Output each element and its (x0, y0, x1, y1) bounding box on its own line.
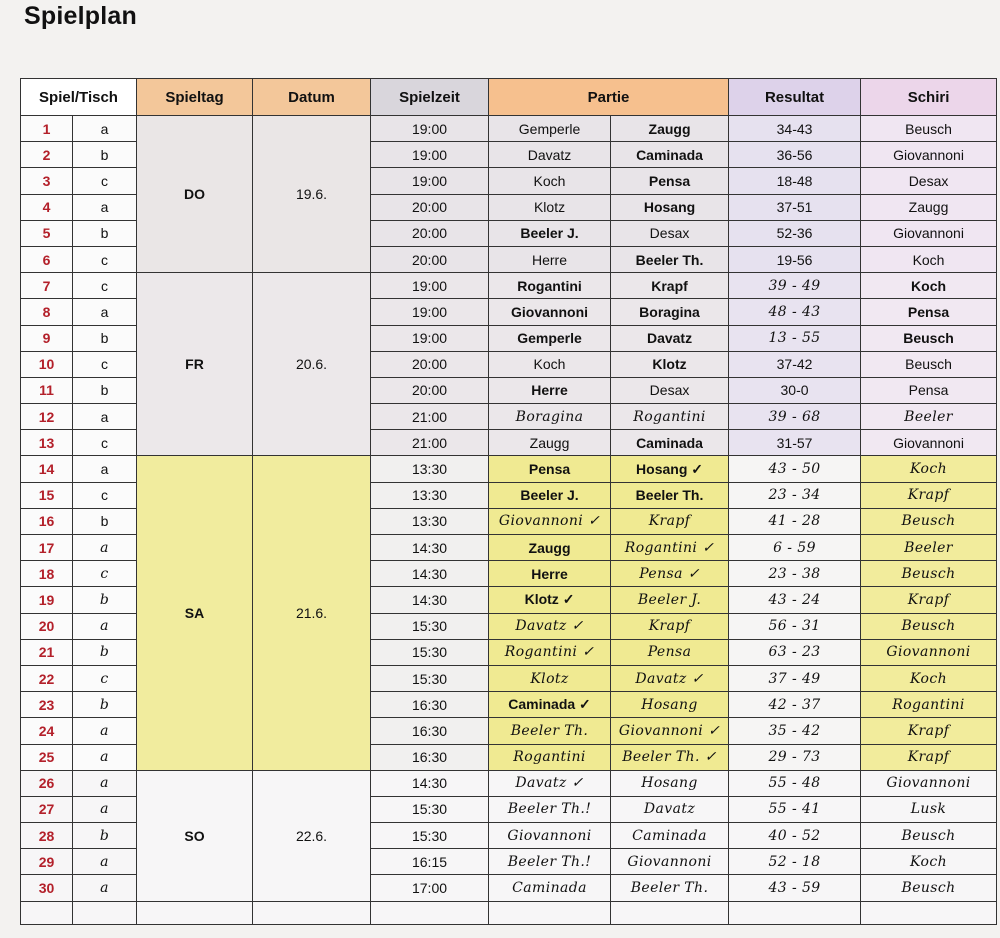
referee: Giovannoni (861, 220, 997, 246)
schedule-sheet (16, 70, 998, 930)
referee: Rogantini (861, 692, 997, 718)
game-number: 16 (21, 508, 73, 534)
referee: Beusch (861, 325, 997, 351)
referee: Beusch (861, 613, 997, 639)
result: 55 - 41 (729, 796, 861, 822)
game-time: 20:00 (371, 246, 489, 272)
game-time: 15:30 (371, 823, 489, 849)
table-row (21, 456, 997, 482)
result: 29 - 73 (729, 744, 861, 770)
player-1: Zaugg (489, 430, 611, 456)
referee: Koch (861, 849, 997, 875)
header-result: Resultat (729, 79, 861, 116)
player-1: Davatz ✓ (489, 770, 611, 796)
player-1: Herre (489, 377, 611, 403)
game-number: 12 (21, 404, 73, 430)
header-time: Spielzeit (371, 79, 489, 116)
game-time: 21:00 (371, 404, 489, 430)
table-letter: a (73, 613, 137, 639)
player-1: Giovannoni (489, 299, 611, 325)
player-1: Beeler Th. (489, 718, 611, 744)
referee: Lusk (861, 796, 997, 822)
game-number: 30 (21, 875, 73, 901)
player-1: Gemperle (489, 116, 611, 142)
match-date: 22.6. (253, 770, 371, 901)
game-time: 13:30 (371, 482, 489, 508)
table-letter: b (73, 692, 137, 718)
header-day: Spieltag (137, 79, 253, 116)
player-1: Beeler Th.! (489, 796, 611, 822)
result: 48 - 43 (729, 299, 861, 325)
game-time: 13:30 (371, 456, 489, 482)
schedule-table (20, 78, 997, 925)
player-2: Pensa ✓ (611, 561, 729, 587)
player-2: Klotz (611, 351, 729, 377)
page-title: Spielplan (24, 2, 137, 30)
table-letter: a (73, 770, 137, 796)
table-letter: c (73, 482, 137, 508)
game-time: 14:30 (371, 535, 489, 561)
game-time: 14:30 (371, 770, 489, 796)
game-number: 14 (21, 456, 73, 482)
table-letter: b (73, 142, 137, 168)
referee: Pensa (861, 377, 997, 403)
empty-cell (729, 901, 861, 924)
referee: Krapf (861, 482, 997, 508)
table-letter: c (73, 561, 137, 587)
game-number: 18 (21, 561, 73, 587)
referee: Giovannoni (861, 770, 997, 796)
match-date: 20.6. (253, 273, 371, 456)
referee: Koch (861, 456, 997, 482)
game-time: 15:30 (371, 796, 489, 822)
player-2: Giovannoni (611, 849, 729, 875)
header-referee: Schiri (861, 79, 997, 116)
referee: Beusch (861, 351, 997, 377)
table-letter: a (73, 194, 137, 220)
game-number: 21 (21, 639, 73, 665)
result: 39 - 68 (729, 404, 861, 430)
table-row (21, 273, 997, 299)
table-letter: a (73, 744, 137, 770)
empty-cell (861, 901, 997, 924)
player-2: Caminada (611, 142, 729, 168)
player-2: Hosang (611, 194, 729, 220)
player-2: Beeler Th. (611, 482, 729, 508)
player-2: Hosang ✓ (611, 456, 729, 482)
empty-cell (371, 901, 489, 924)
game-time: 16:30 (371, 692, 489, 718)
referee: Krapf (861, 587, 997, 613)
match-day: SO (137, 770, 253, 901)
player-1: Herre (489, 246, 611, 272)
player-2: Hosang (611, 770, 729, 796)
match-day: FR (137, 273, 253, 456)
table-row (21, 770, 997, 796)
game-number: 10 (21, 351, 73, 377)
player-1: Rogantini (489, 744, 611, 770)
referee: Beeler (861, 535, 997, 561)
referee: Giovannoni (861, 639, 997, 665)
player-1: Giovannoni (489, 823, 611, 849)
empty-cell (611, 901, 729, 924)
table-letter: c (73, 273, 137, 299)
player-2: Rogantini (611, 404, 729, 430)
referee: Koch (861, 273, 997, 299)
empty-cell (253, 901, 371, 924)
result: 56 - 31 (729, 613, 861, 639)
schedule-body (21, 116, 997, 925)
table-letter: a (73, 456, 137, 482)
result: 19-56 (729, 246, 861, 272)
game-number: 20 (21, 613, 73, 639)
table-letter: b (73, 639, 137, 665)
referee: Krapf (861, 718, 997, 744)
table-letter: b (73, 823, 137, 849)
result: 23 - 38 (729, 561, 861, 587)
table-row (21, 116, 997, 142)
match-day: DO (137, 116, 253, 273)
match-day: SA (137, 456, 253, 770)
game-time: 17:00 (371, 875, 489, 901)
table-letter: b (73, 587, 137, 613)
game-time: 21:00 (371, 430, 489, 456)
empty-cell (489, 901, 611, 924)
game-number: 22 (21, 665, 73, 691)
player-2: Beeler Th. (611, 875, 729, 901)
player-1: Gemperle (489, 325, 611, 351)
game-number: 2 (21, 142, 73, 168)
empty-cell (21, 901, 73, 924)
game-number: 4 (21, 194, 73, 220)
game-time: 19:00 (371, 325, 489, 351)
player-1: Koch (489, 168, 611, 194)
game-number: 25 (21, 744, 73, 770)
referee: Pensa (861, 299, 997, 325)
player-1: Rogantini (489, 273, 611, 299)
player-2: Rogantini ✓ (611, 535, 729, 561)
referee: Beeler (861, 404, 997, 430)
player-1: Klotz (489, 194, 611, 220)
game-time: 20:00 (371, 377, 489, 403)
header-game-table: Spiel/Tisch (21, 79, 137, 116)
referee: Koch (861, 665, 997, 691)
game-time: 19:00 (371, 299, 489, 325)
game-number: 5 (21, 220, 73, 246)
result: 37 - 49 (729, 665, 861, 691)
player-1: Beeler Th.! (489, 849, 611, 875)
referee: Beusch (861, 116, 997, 142)
result: 31-57 (729, 430, 861, 456)
table-letter: b (73, 325, 137, 351)
game-number: 9 (21, 325, 73, 351)
game-time: 15:30 (371, 665, 489, 691)
player-2: Krapf (611, 273, 729, 299)
table-letter: a (73, 875, 137, 901)
game-number: 13 (21, 430, 73, 456)
header-date: Datum (253, 79, 371, 116)
table-letter: b (73, 508, 137, 534)
referee: Beusch (861, 823, 997, 849)
game-time: 15:30 (371, 613, 489, 639)
game-time: 14:30 (371, 561, 489, 587)
table-letter: a (73, 796, 137, 822)
header-row (21, 79, 997, 116)
result: 37-42 (729, 351, 861, 377)
result: 36-56 (729, 142, 861, 168)
game-number: 1 (21, 116, 73, 142)
game-number: 7 (21, 273, 73, 299)
player-2: Beeler J. (611, 587, 729, 613)
referee: Beusch (861, 508, 997, 534)
game-number: 23 (21, 692, 73, 718)
player-2: Pensa (611, 639, 729, 665)
result: 55 - 48 (729, 770, 861, 796)
result: 52-36 (729, 220, 861, 246)
player-1: Giovannoni ✓ (489, 508, 611, 534)
player-2: Boragina (611, 299, 729, 325)
table-letter: c (73, 665, 137, 691)
game-number: 6 (21, 246, 73, 272)
table-letter: a (73, 535, 137, 561)
table-letter: a (73, 849, 137, 875)
result: 39 - 49 (729, 273, 861, 299)
table-letter: c (73, 246, 137, 272)
player-1: Klotz ✓ (489, 587, 611, 613)
result: 13 - 55 (729, 325, 861, 351)
referee: Koch (861, 246, 997, 272)
player-1: Davatz (489, 142, 611, 168)
game-time: 16:15 (371, 849, 489, 875)
table-letter: c (73, 168, 137, 194)
player-2: Krapf (611, 508, 729, 534)
player-2: Zaugg (611, 116, 729, 142)
player-2: Pensa (611, 168, 729, 194)
result: 6 - 59 (729, 535, 861, 561)
game-number: 17 (21, 535, 73, 561)
result: 43 - 50 (729, 456, 861, 482)
player-1: Caminada ✓ (489, 692, 611, 718)
game-number: 11 (21, 377, 73, 403)
referee: Giovannoni (861, 430, 997, 456)
empty-row (21, 901, 997, 924)
game-time: 19:00 (371, 273, 489, 299)
result: 30-0 (729, 377, 861, 403)
table-letter: a (73, 718, 137, 744)
table-letter: a (73, 116, 137, 142)
game-time: 19:00 (371, 168, 489, 194)
result: 43 - 59 (729, 875, 861, 901)
player-2: Desax (611, 377, 729, 403)
game-number: 8 (21, 299, 73, 325)
referee: Giovannoni (861, 142, 997, 168)
player-1: Koch (489, 351, 611, 377)
result: 34-43 (729, 116, 861, 142)
player-1: Herre (489, 561, 611, 587)
game-time: 16:30 (371, 718, 489, 744)
player-2: Beeler Th. (611, 246, 729, 272)
player-2: Caminada (611, 823, 729, 849)
empty-cell (73, 901, 137, 924)
table-letter: a (73, 404, 137, 430)
game-time: 19:00 (371, 142, 489, 168)
table-letter: c (73, 430, 137, 456)
game-time: 20:00 (371, 220, 489, 246)
result: 23 - 34 (729, 482, 861, 508)
game-time: 13:30 (371, 508, 489, 534)
player-2: Davatz (611, 796, 729, 822)
player-2: Desax (611, 220, 729, 246)
player-1: Davatz ✓ (489, 613, 611, 639)
game-number: 28 (21, 823, 73, 849)
player-1: Pensa (489, 456, 611, 482)
game-number: 27 (21, 796, 73, 822)
player-1: Beeler J. (489, 220, 611, 246)
game-number: 19 (21, 587, 73, 613)
result: 63 - 23 (729, 639, 861, 665)
player-1: Beeler J. (489, 482, 611, 508)
referee: Krapf (861, 744, 997, 770)
game-time: 16:30 (371, 744, 489, 770)
game-time: 20:00 (371, 194, 489, 220)
result: 37-51 (729, 194, 861, 220)
table-letter: a (73, 299, 137, 325)
player-1: Rogantini ✓ (489, 639, 611, 665)
player-2: Caminada (611, 430, 729, 456)
table-letter: b (73, 377, 137, 403)
game-time: 14:30 (371, 587, 489, 613)
player-2: Beeler Th. ✓ (611, 744, 729, 770)
referee: Zaugg (861, 194, 997, 220)
header-match: Partie (489, 79, 729, 116)
player-2: Krapf (611, 613, 729, 639)
player-1: Boragina (489, 404, 611, 430)
game-number: 26 (21, 770, 73, 796)
player-1: Klotz (489, 665, 611, 691)
game-time: 15:30 (371, 639, 489, 665)
player-2: Giovannoni ✓ (611, 718, 729, 744)
referee: Beusch (861, 875, 997, 901)
result: 52 - 18 (729, 849, 861, 875)
player-2: Hosang (611, 692, 729, 718)
result: 35 - 42 (729, 718, 861, 744)
player-1: Zaugg (489, 535, 611, 561)
referee: Beusch (861, 561, 997, 587)
result: 43 - 24 (729, 587, 861, 613)
match-date: 21.6. (253, 456, 371, 770)
player-1: Caminada (489, 875, 611, 901)
table-letter: b (73, 220, 137, 246)
game-number: 15 (21, 482, 73, 508)
result: 18-48 (729, 168, 861, 194)
empty-cell (137, 901, 253, 924)
game-number: 3 (21, 168, 73, 194)
game-number: 24 (21, 718, 73, 744)
game-time: 19:00 (371, 116, 489, 142)
result: 41 - 28 (729, 508, 861, 534)
referee: Desax (861, 168, 997, 194)
player-2: Davatz ✓ (611, 665, 729, 691)
game-number: 29 (21, 849, 73, 875)
result: 40 - 52 (729, 823, 861, 849)
game-time: 20:00 (371, 351, 489, 377)
match-date: 19.6. (253, 116, 371, 273)
result: 42 - 37 (729, 692, 861, 718)
table-letter: c (73, 351, 137, 377)
player-2: Davatz (611, 325, 729, 351)
